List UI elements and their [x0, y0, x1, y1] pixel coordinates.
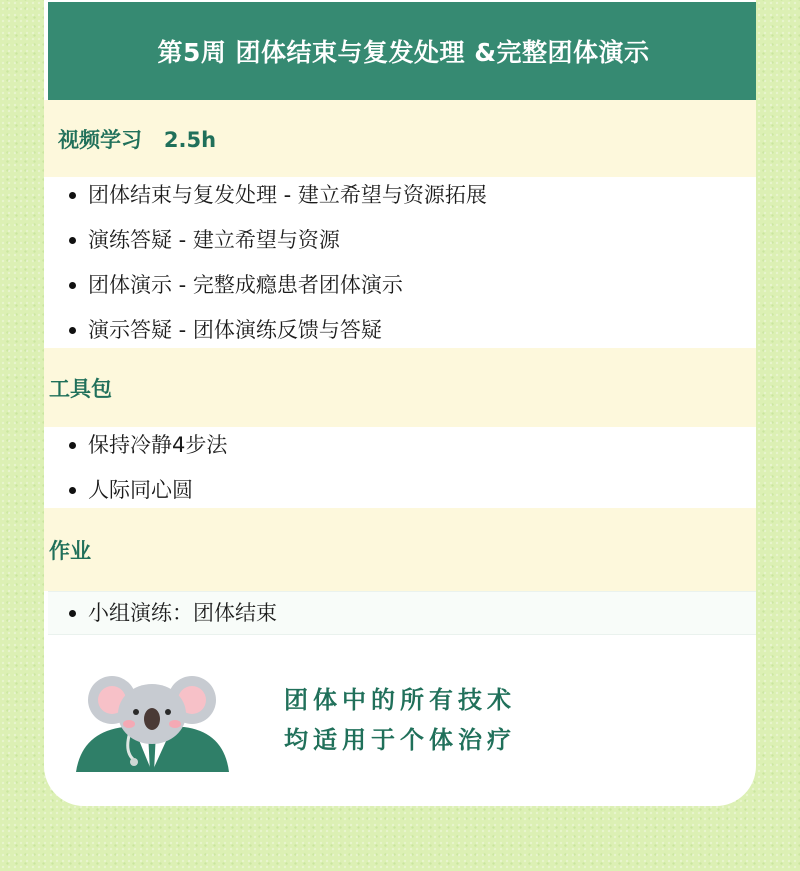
- slogan-line-1: 团体中的所有技术: [284, 686, 516, 714]
- list-item: 团体演示 - 完整成瘾患者团体演示: [48, 267, 756, 312]
- list-item: 小组演练：团体结束: [48, 592, 756, 634]
- section-toolkit-title: 工具包: [44, 348, 756, 427]
- section-homework-title: 作业: [44, 508, 756, 591]
- list-item: 演示答疑 - 团体演练反馈与答疑: [48, 312, 756, 357]
- list-item: 演练答疑 - 建立希望与资源: [48, 222, 756, 267]
- koala-doctor-icon: [74, 672, 234, 777]
- bullet-icon: [69, 487, 76, 494]
- slogan-line-2: 均适用于个体治疗: [284, 726, 516, 754]
- week-title: 第5周 团体结束与复发处理 &完整团体演示: [157, 38, 650, 67]
- course-card: [44, 0, 756, 806]
- bullet-icon: [69, 442, 76, 449]
- list-item: 团体结束与复发处理 - 建立希望与资源拓展: [48, 177, 756, 222]
- week-header: [48, 2, 756, 100]
- list-item: 保持冷静4步法: [48, 427, 756, 472]
- slogan: [284, 680, 516, 760]
- list-item: 人际同心圆: [48, 472, 756, 517]
- homework-list: [48, 591, 756, 635]
- bullet-icon: [69, 192, 76, 199]
- bullet-icon: [69, 282, 76, 289]
- bullet-icon: [69, 610, 76, 617]
- video-list: [48, 177, 756, 357]
- bullet-icon: [69, 237, 76, 244]
- section-video-title: 视频学习 2.5h: [44, 100, 756, 177]
- toolkit-list: [48, 427, 756, 517]
- bullet-icon: [69, 327, 76, 334]
